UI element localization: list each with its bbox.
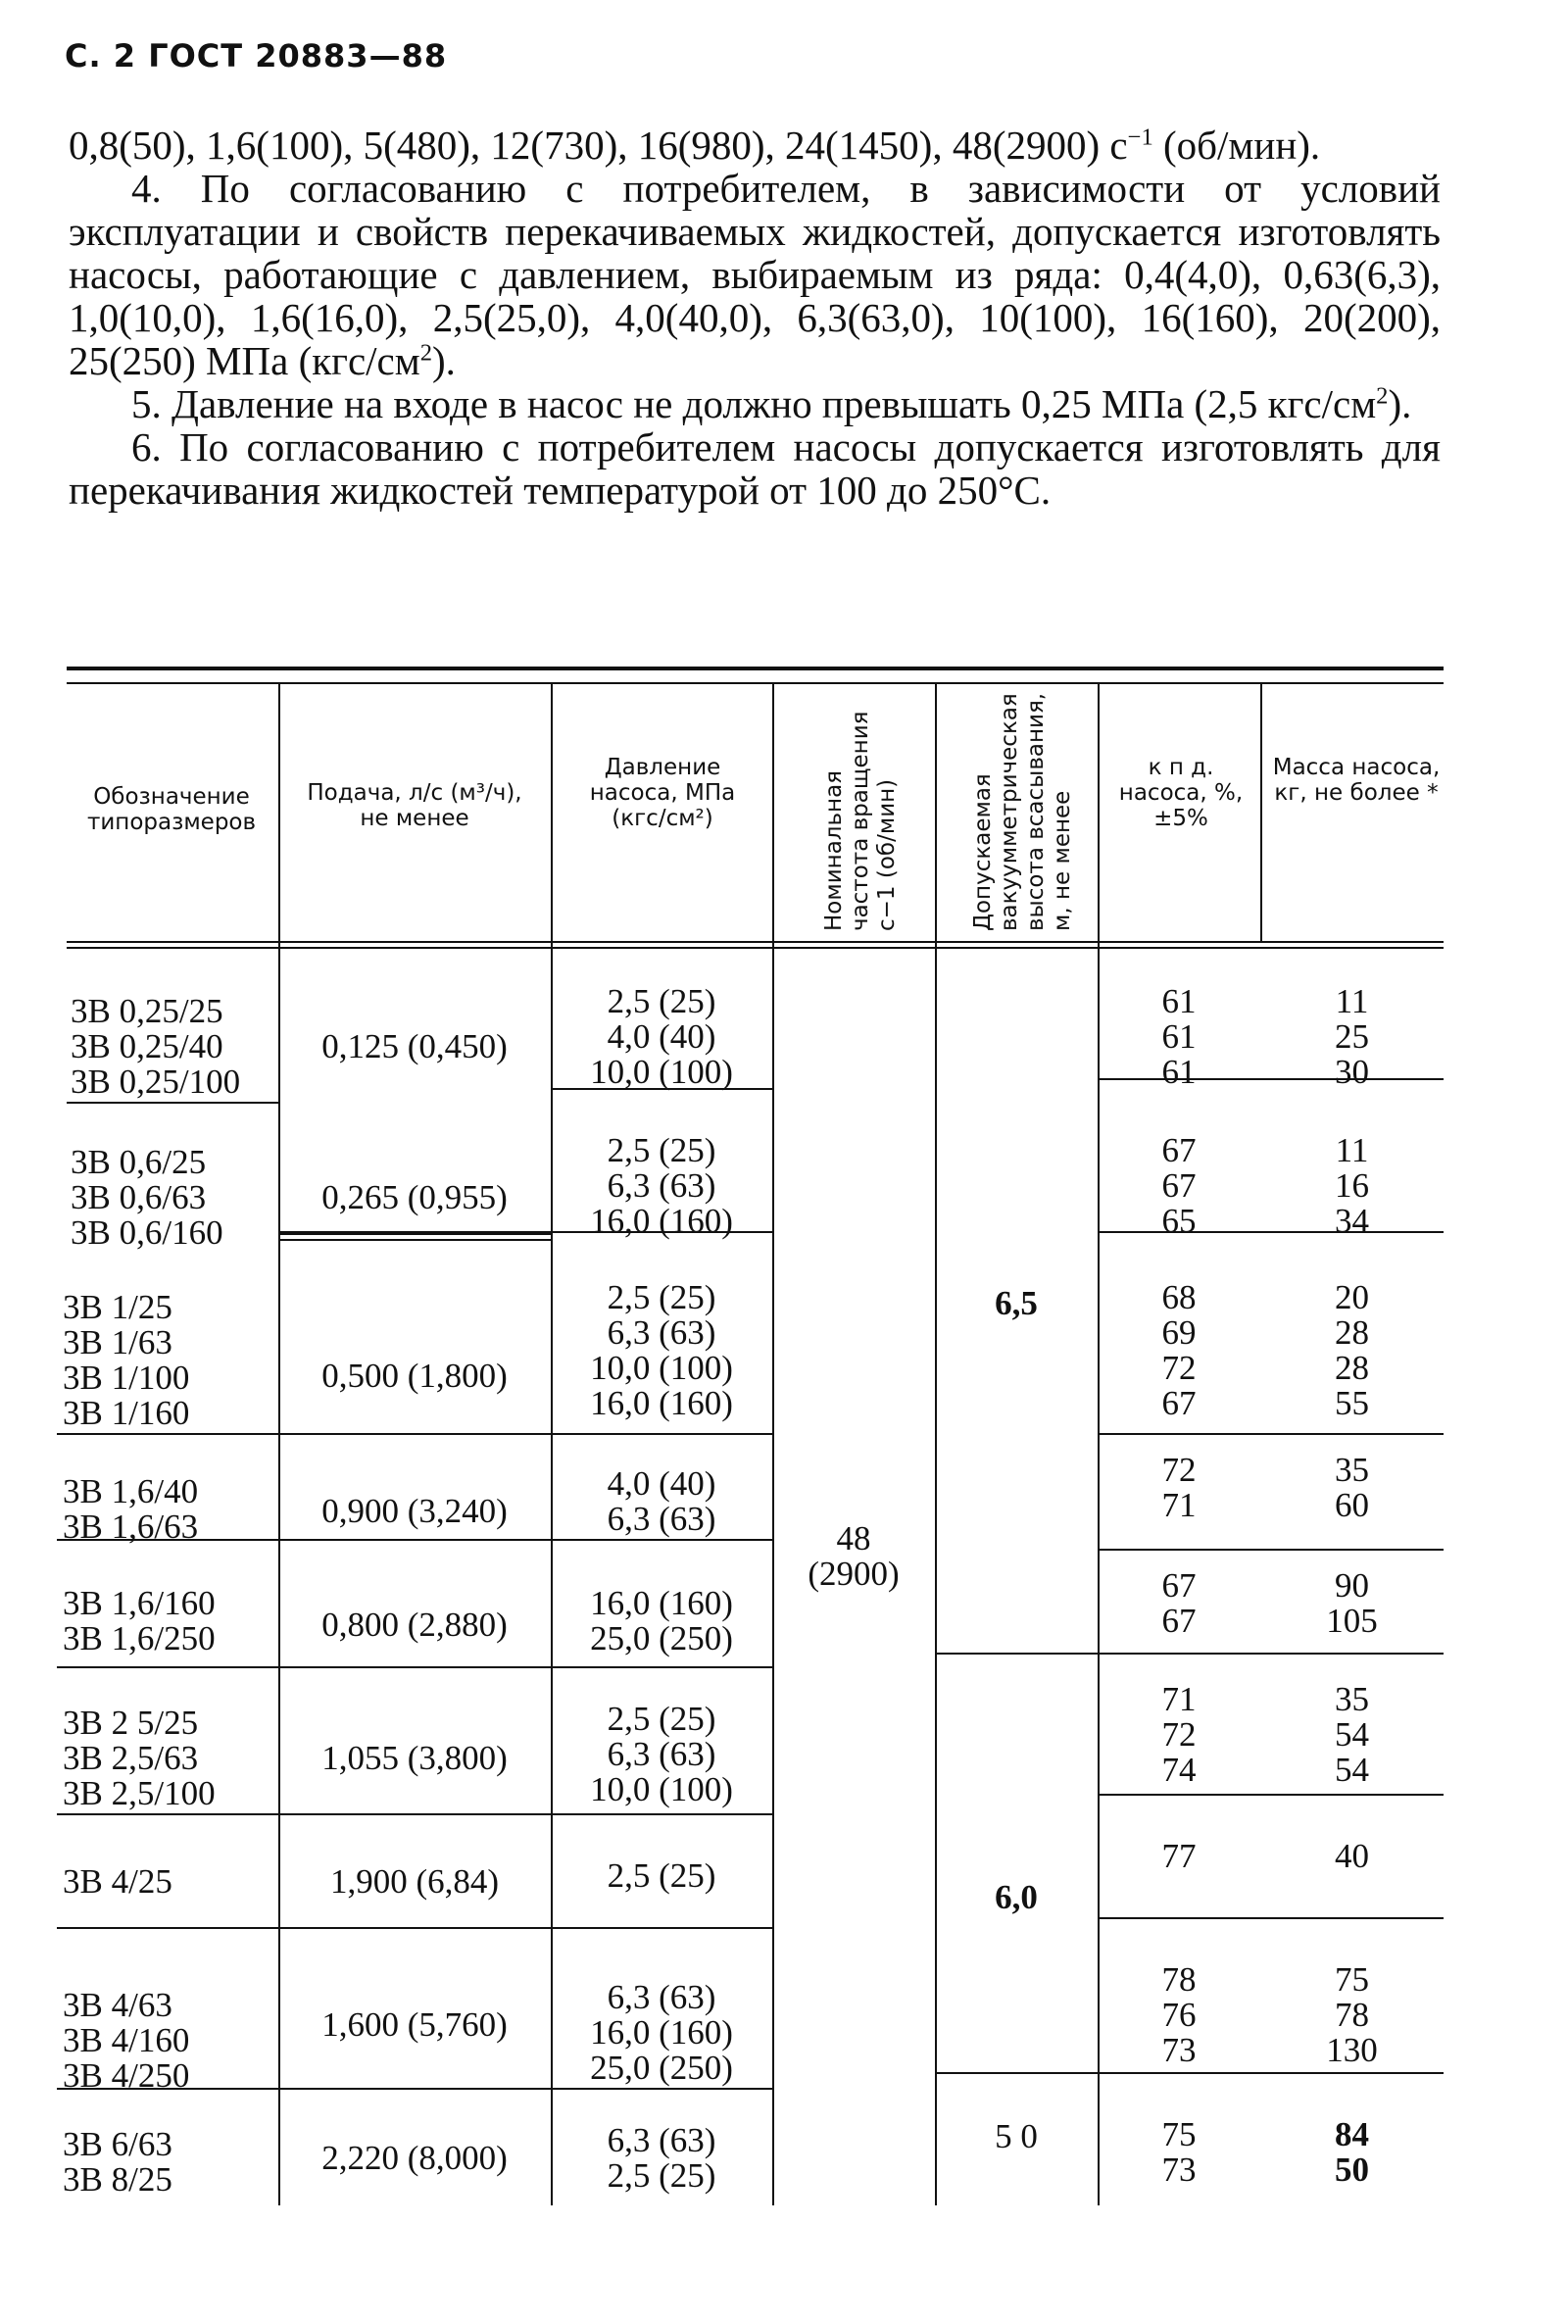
group-pressures: 4,0 (40) 6,3 (63) bbox=[607, 1464, 716, 1538]
group-mass: 11 16 34 bbox=[1335, 1131, 1369, 1240]
group-rule bbox=[57, 1433, 551, 1435]
group-designations: 3В 4/63 3В 4/160 3В 4/250 bbox=[63, 1986, 190, 2095]
col-divider-4 bbox=[935, 684, 937, 2205]
header-suction: Допускаемая вакуумметрическая высота всасывания, м, не менее bbox=[970, 692, 1075, 931]
group-rule bbox=[935, 2072, 1098, 2074]
group-efficiency: 77 bbox=[1161, 1837, 1197, 1875]
group-flow: 0,500 (1,800) bbox=[321, 1357, 508, 1395]
page-header: С. 2 ГОСТ 20883—88 bbox=[65, 37, 448, 74]
header-designation: Обозначение типоразмеров bbox=[86, 784, 257, 835]
group-pressures: 2,5 (25) 4,0 (40) 10,0 (100) bbox=[590, 982, 733, 1091]
group-rule bbox=[67, 1102, 278, 1104]
group-flow: 1,055 (3,800) bbox=[321, 1739, 508, 1777]
group-rule bbox=[1098, 1653, 1444, 1655]
group-efficiency: 67 67 bbox=[1161, 1566, 1197, 1640]
col-divider-3 bbox=[772, 684, 774, 2205]
group-designations: 3В 1,6/40 3В 1,6/63 bbox=[63, 1472, 199, 1546]
header-mass: Масса насоса, кг, не более * bbox=[1272, 755, 1441, 806]
group-mass: 20 28 28 55 bbox=[1335, 1278, 1369, 1422]
group-flow: 1,900 (6,84) bbox=[329, 1862, 500, 1901]
paragraph-4: 4. По согласованию с потребителем, в зависимости от условий эксплуатации и свойств перекачиваемых жидкостей, допускается изготовлять насосы, работающие с давлением, выбираемым из ряда: 0,4(4,0), 0,63(6,3), 1,0(10,0), 1,6(16,0), 2,5(25,0), 4,0(40,0), 6,3(63,0), 10(100), 16(160), 20(200), 25(250) МПа $(кгс/см^2)$. bbox=[69, 166, 1441, 383]
group-efficiency: 61 61 61 bbox=[1161, 982, 1197, 1091]
header-bottom-rule bbox=[67, 941, 1444, 943]
group-rule bbox=[1098, 1433, 1444, 1435]
group-flow: 0,265 (0,955) bbox=[321, 1178, 508, 1216]
header-efficiency: к п д. насоса, %, ±5% bbox=[1118, 755, 1244, 831]
group-flow: 0,125 (0,450) bbox=[321, 1027, 508, 1065]
table-top-rule bbox=[67, 667, 1444, 670]
group-designations: 3В 1,6/160 3В 1,6/250 bbox=[63, 1584, 216, 1657]
group-rule bbox=[1098, 1917, 1444, 1919]
speed-value: 48 (2900) bbox=[808, 1519, 900, 1593]
header-speed: Номинальная частота вращения с−1 (об/мин) bbox=[821, 711, 900, 931]
group-pressures: 16,0 (160) 25,0 (250) bbox=[590, 1584, 733, 1657]
group-pressures: 2,5 (25) bbox=[607, 1856, 716, 1895]
group-rule bbox=[551, 1433, 772, 1435]
group-flow: 0,900 (3,240) bbox=[321, 1492, 508, 1530]
table-top-rule-2 bbox=[67, 682, 1444, 684]
group-rule bbox=[57, 1813, 772, 1815]
group-flow: 2,220 (8,000) bbox=[321, 2139, 508, 2177]
group-pressures: 2,5 (25) 6,3 (63) 10,0 (100) bbox=[590, 1700, 733, 1808]
group-mass: 35 60 bbox=[1335, 1451, 1369, 1524]
group-rule bbox=[278, 1231, 551, 1235]
group-mass: 11 25 30 bbox=[1335, 982, 1369, 1091]
group-flow: 0,800 (2,880) bbox=[321, 1606, 508, 1644]
group-rule bbox=[935, 1653, 1098, 1655]
group-designations: 3В 1/25 3В 1/63 3В 1/100 3В 1/160 bbox=[63, 1288, 190, 1432]
group-rule bbox=[57, 1927, 772, 1929]
suction-value: 5 0 bbox=[995, 2117, 1038, 2155]
group-efficiency: 71 72 74 bbox=[1161, 1680, 1197, 1789]
group-mass: 75 78 130 bbox=[1326, 1960, 1378, 2069]
group-designations: 3В 6/63 3В 8/25 bbox=[63, 2125, 172, 2199]
group-pressures: 2,5 (25) 6,3 (63) 10,0 (100) 16,0 (160) bbox=[590, 1278, 733, 1422]
group-mass: 40 bbox=[1335, 1837, 1369, 1875]
group-rule bbox=[1098, 1549, 1444, 1551]
col-divider-2 bbox=[551, 684, 553, 2205]
paragraph-6: 6. По согласованию с потребителем насосы допускается изготовлять для перекачивания жидкостей температурой от 100 до 250°С. bbox=[69, 424, 1441, 513]
header-bottom-rule-2 bbox=[67, 947, 1444, 949]
group-pressures: 2,5 (25) 6,3 (63) 16,0 (160) bbox=[590, 1131, 733, 1240]
paragraph-speeds: 0,8(50), 1,6(100), 5(480), 12(730), 16(980), 24(1450), 48(2900) $с^{-1}$ (об/мин). bbox=[69, 123, 1321, 168]
group-efficiency: 78 76 73 bbox=[1161, 1960, 1197, 2069]
group-mass: 35 54 54 bbox=[1335, 1680, 1369, 1789]
group-rule bbox=[278, 1239, 551, 1241]
header-pressure: Давление насоса, МПа (кгс/см²) bbox=[589, 755, 736, 831]
group-flow: 1,600 (5,760) bbox=[321, 2005, 508, 2044]
suction-value: 6,5 bbox=[995, 1284, 1038, 1322]
group-designations: 3В 0,25/25 3В 0,25/40 3В 0,25/100 bbox=[71, 992, 241, 1101]
header-flow: Подача, л/с (м³/ч), не менее bbox=[307, 780, 522, 831]
group-efficiency: 75 73 bbox=[1161, 2115, 1197, 2189]
group-rule bbox=[1098, 1794, 1444, 1796]
col-divider-1 bbox=[278, 684, 280, 2205]
group-rule bbox=[1098, 2072, 1444, 2074]
group-efficiency: 72 71 bbox=[1161, 1451, 1197, 1524]
paragraph-5: 5. Давление на входе в насос не должно превышать 0,25 МПа (2,5 кгс/$см^2$). bbox=[131, 381, 1412, 426]
col-divider-6 bbox=[1260, 684, 1262, 941]
suction-value: 6,0 bbox=[995, 1878, 1038, 1916]
group-designations: 3В 0,6/25 3В 0,6/63 3В 0,6/160 bbox=[71, 1143, 223, 1252]
group-efficiency: 68 69 72 67 bbox=[1161, 1278, 1197, 1422]
group-designations: 3В 4/25 bbox=[63, 1862, 172, 1901]
group-designations: 3В 2 5/25 3В 2,5/63 3В 2,5/100 bbox=[63, 1704, 216, 1812]
pump-table bbox=[63, 0, 1444, 2324]
group-pressures: 6,3 (63) 16,0 (160) 25,0 (250) bbox=[590, 1978, 733, 2087]
group-mass: 90 105 bbox=[1326, 1566, 1378, 1640]
group-efficiency: 67 67 65 bbox=[1161, 1131, 1197, 1240]
group-rule bbox=[57, 1666, 772, 1668]
group-pressures: 6,3 (63) 2,5 (25) bbox=[607, 2121, 716, 2195]
group-mass: 84 50 bbox=[1335, 2115, 1369, 2189]
